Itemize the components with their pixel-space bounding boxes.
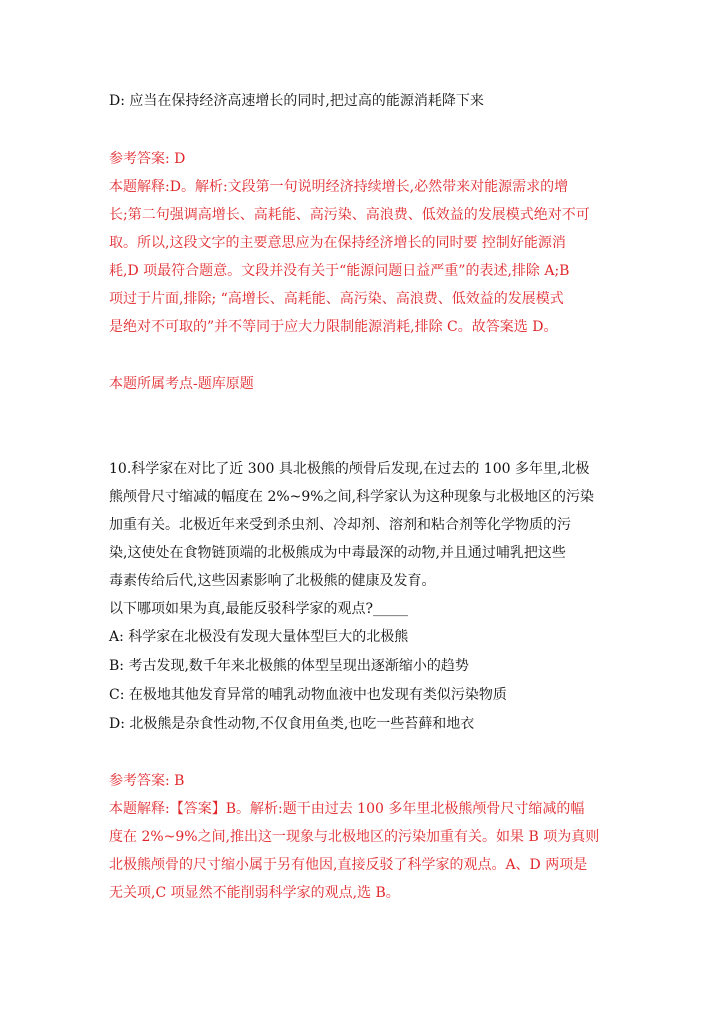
q9-explanation-line: 本题解释:D。解析:文段第一句说明经济持续增长,必然带来对能源需求的增 [109, 179, 569, 195]
q10-answer: 参考答案: B [109, 773, 185, 789]
q10-stem-line: 10.科学家在对比了近 300 具北极熊的颅骨后发现,在过去的 100 多年里,北极 [109, 461, 590, 477]
q9-explanation-line: 取。所以,这段文字的主要意思应为在保持经济增长的同时要 控制好能源消 [109, 235, 566, 251]
q9-option-d: D: 应当在保持经济高速增长的同时,把过高的能源消耗降下来 [109, 93, 484, 109]
q10-explanation-line: 北极熊颅骨的尺寸缩小属于另有他因,直接反驳了科学家的观点。A、D 两项是 [109, 857, 588, 873]
q10-stem-line: 毒素传给后代,这些因素影响了北极熊的健康及发育。 [109, 573, 436, 589]
q10-option-c: C: 在极地其他发育异常的哺乳动物血液中也发现有类似污染物质 [109, 687, 507, 703]
q10-question: 以下哪项如果为真,最能反驳科学家的观点?_____ [109, 601, 408, 617]
q10-option-d: D: 北极熊是杂食性动物,不仅食用鱼类,也吃一些苔藓和地衣 [109, 716, 475, 732]
q10-explanation-line: 本题解释:【答案】B。解析:题干由过去 100 多年里北极熊颅骨尺寸缩减的幅 [109, 801, 585, 817]
q9-explanation-line: 耗,D 项最符合题意。文段并没有关于“能源问题日益严重”的表述,排除 A;B [109, 263, 570, 279]
q10-option-b: B: 考古发现,数千年来北极熊的体型呈现出逐渐缩小的趋势 [109, 658, 469, 674]
q10-stem-line: 熊颅骨尺寸缩减的幅度在 2%~9%之间,科学家认为这种现象与北极地区的污染 [109, 489, 595, 505]
q10-stem-line: 染,这使处在食物链顶端的北极熊成为中毒最深的动物,并且通过哺乳把这些 [109, 545, 566, 561]
q10-option-a: A: 科学家在北极没有发现大量体型巨大的北极熊 [109, 629, 409, 645]
q9-explanation-line: 项过于片面,排除; “高增长、高耗能、高污染、高浪费、低效益的发展模式 [109, 291, 564, 307]
q9-answer: 参考答案: D [109, 151, 186, 167]
q10-explanation-line: 度在 2%~9%之间,推出这一现象与北极地区的污染加重有关。如果 B 项为真则 [109, 829, 600, 845]
q9-explanation-line: 长;第二句强调高增长、高耗能、高污染、高浪费、低效益的发展模式绝对不可 [109, 207, 590, 223]
q9-explanation-line: 是绝对不可取的”并不等同于应大力限制能源消耗,排除 C。故答案选 D。 [109, 319, 558, 335]
q10-stem-line: 加重有关。北极近年来受到杀虫剂、冷却剂、溶剂和粘合剂等化学物质的污 [109, 517, 571, 533]
q10-explanation-line: 无关项,C 项显然不能削弱科学家的观点,选 B。 [109, 885, 400, 901]
q9-source: 本题所属考点-题库原题 [109, 376, 254, 392]
